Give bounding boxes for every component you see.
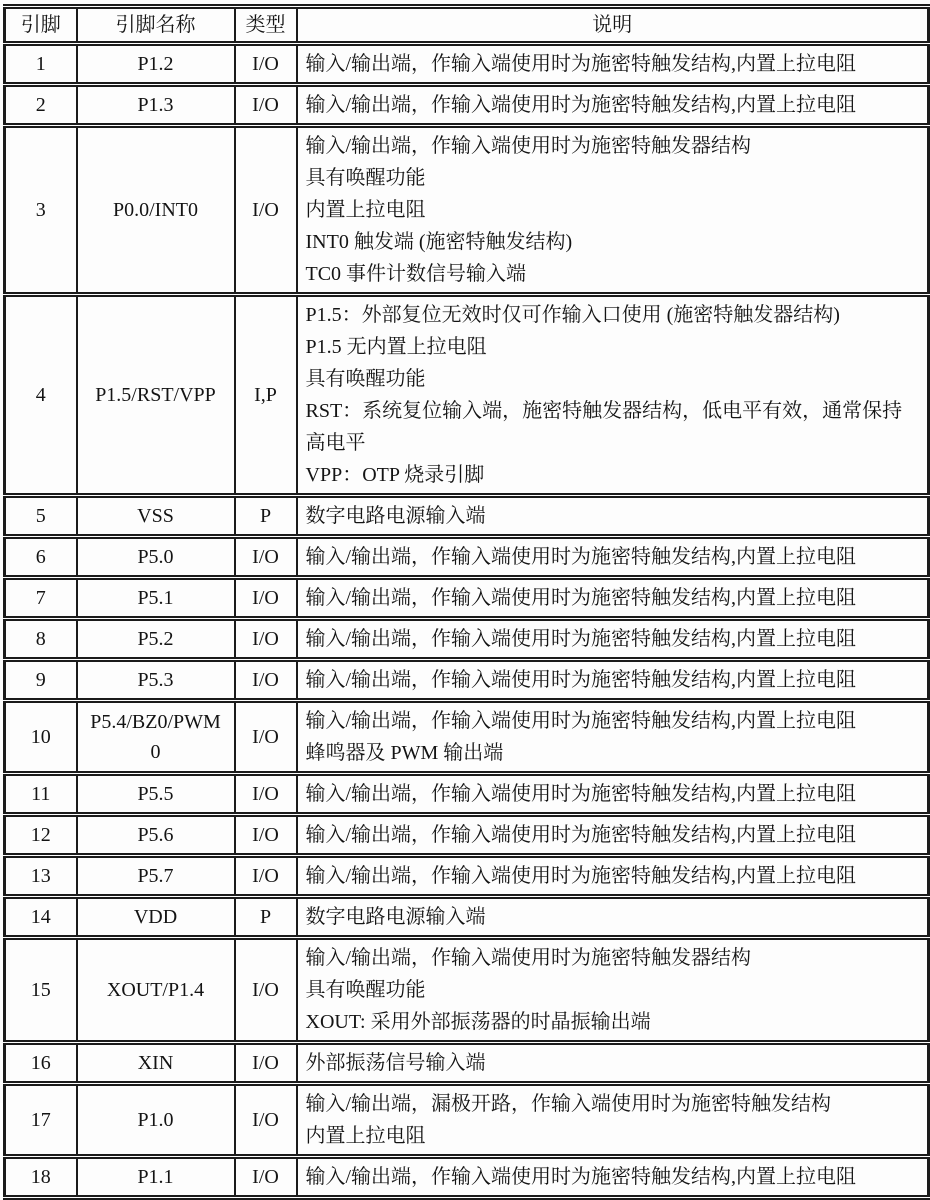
description-line: 输入/输出端，作输入端使用时为施密特触发结构,内置上拉电阻 <box>305 710 857 732</box>
pin-number-cell: 11 <box>5 774 77 815</box>
pin-description-cell <box>297 1084 929 1157</box>
pin-number-cell: 4 <box>5 295 77 496</box>
pin-description-cell <box>297 578 929 619</box>
table-row <box>5 815 929 856</box>
table-row <box>5 578 929 619</box>
pin-name-cell: P1.5/RST/VPP <box>77 295 235 496</box>
pin-type-cell: I/O <box>235 1043 297 1084</box>
pin-type-cell: I/O <box>235 856 297 897</box>
pin-table-body <box>5 44 929 1198</box>
pin-name-cell: P1.3 <box>77 85 235 126</box>
pin-description-cell <box>297 938 929 1043</box>
pin-name-cell: VSS <box>77 496 235 537</box>
description-line: TC0 事件计数信号输入端 <box>305 263 527 285</box>
description-line: 具有唤醒功能 <box>305 167 426 189</box>
pin-description-table <box>3 4 930 1200</box>
pin-name-cell: P5.2 <box>77 619 235 660</box>
description-line: 内置上拉电阻 <box>305 199 426 221</box>
description-line: 输入/输出端，作输入端使用时为施密特触发结构,内置上拉电阻 <box>305 1166 857 1188</box>
table-row <box>5 660 929 701</box>
pin-description-cell <box>297 496 929 537</box>
pin-description-cell <box>297 701 929 774</box>
pin-description-cell <box>297 1157 929 1198</box>
description-line: 输入/输出端，作输入端使用时为施密特触发结构,内置上拉电阻 <box>305 546 857 568</box>
description-line: 输入/输出端，作输入端使用时为施密特触发结构,内置上拉电阻 <box>305 669 857 691</box>
pin-description-cell <box>297 126 929 295</box>
pin-number-cell: 5 <box>5 496 77 537</box>
table-row <box>5 774 929 815</box>
pin-name-cell: P0.0/INT0 <box>77 126 235 295</box>
pin-number-cell: 12 <box>5 815 77 856</box>
pin-type-cell: I/O <box>235 815 297 856</box>
pin-description-cell <box>297 660 929 701</box>
table-row <box>5 897 929 938</box>
pin-number-cell: 1 <box>5 44 77 85</box>
pin-type-cell: I/O <box>235 938 297 1043</box>
description-line: 外部振荡信号输入端 <box>305 1052 486 1074</box>
description-line: 内置上拉电阻 <box>305 1125 426 1147</box>
table-row <box>5 701 929 774</box>
pin-type-cell: I/O <box>235 660 297 701</box>
description-line: 具有唤醒功能 <box>305 979 426 1001</box>
pin-type-cell: I,P <box>235 295 297 496</box>
table-row <box>5 126 929 295</box>
pin-description-cell <box>297 295 929 496</box>
table-row <box>5 295 929 496</box>
description-line: 输入/输出端，作输入端使用时为施密特触发结构,内置上拉电阻 <box>305 865 857 887</box>
description-line: 输入/输出端，漏极开路，作输入端使用时为施密特触发结构 <box>305 1093 832 1115</box>
pin-number-cell: 3 <box>5 126 77 295</box>
pin-type-cell: I/O <box>235 126 297 295</box>
table-row <box>5 619 929 660</box>
pin-description-cell <box>297 537 929 578</box>
description-line: RST：系统复位输入端，施密特触发器结构，低电平有效，通常保持高电平 <box>305 400 903 454</box>
pin-name-cell: P1.0 <box>77 1084 235 1157</box>
pin-name-cell: VDD <box>77 897 235 938</box>
pin-number-cell: 6 <box>5 537 77 578</box>
table-row <box>5 85 929 126</box>
table-row <box>5 1084 929 1157</box>
pin-description-cell <box>297 1043 929 1084</box>
table-row <box>5 938 929 1043</box>
pin-name-cell: P5.0 <box>77 537 235 578</box>
description-line: 输入/输出端，作输入端使用时为施密特触发结构,内置上拉电阻 <box>305 824 857 846</box>
description-line: 数字电路电源输入端 <box>305 505 486 527</box>
column-header-pin: 引脚 <box>5 7 77 44</box>
description-line: 输入/输出端，作输入端使用时为施密特触发结构,内置上拉电阻 <box>305 587 857 609</box>
description-line: 具有唤醒功能 <box>305 368 426 390</box>
pin-number-cell: 8 <box>5 619 77 660</box>
pin-number-cell: 13 <box>5 856 77 897</box>
pin-type-cell: I/O <box>235 774 297 815</box>
pin-description-cell <box>297 856 929 897</box>
table-row <box>5 537 929 578</box>
column-header-name: 引脚名称 <box>77 7 235 44</box>
description-line: 输入/输出端，作输入端使用时为施密特触发器结构 <box>305 947 752 969</box>
pin-number-cell: 14 <box>5 897 77 938</box>
description-line: 输入/输出端，作输入端使用时为施密特触发器结构 <box>305 135 752 157</box>
pin-number-cell: 9 <box>5 660 77 701</box>
table-row <box>5 1157 929 1198</box>
pin-description-cell <box>297 774 929 815</box>
pin-number-cell: 15 <box>5 938 77 1043</box>
pin-type-cell: I/O <box>235 85 297 126</box>
pin-description-cell <box>297 85 929 126</box>
description-line: P1.5 无内置上拉电阻 <box>305 336 487 358</box>
table-row <box>5 856 929 897</box>
table-row <box>5 496 929 537</box>
description-line: INT0 触发端 (施密特触发结构) <box>305 231 573 253</box>
pin-name-cell: P5.1 <box>77 578 235 619</box>
pin-description-cell <box>297 619 929 660</box>
description-line: 数字电路电源输入端 <box>305 906 486 928</box>
description-line: 输入/输出端，作输入端使用时为施密特触发结构,内置上拉电阻 <box>305 783 857 805</box>
description-line: VPP：OTP 烧录引脚 <box>305 464 485 486</box>
pin-type-cell: I/O <box>235 1157 297 1198</box>
pin-name-cell: P5.4/BZ0/PWM0 <box>77 701 235 774</box>
pin-description-cell <box>297 815 929 856</box>
pin-name-cell: P5.5 <box>77 774 235 815</box>
table-row <box>5 1043 929 1084</box>
pin-number-cell: 16 <box>5 1043 77 1084</box>
pin-type-cell: I/O <box>235 1084 297 1157</box>
pin-type-cell: P <box>235 496 297 537</box>
description-line: 输入/输出端，作输入端使用时为施密特触发结构,内置上拉电阻 <box>305 94 857 116</box>
pin-name-cell: XOUT/P1.4 <box>77 938 235 1043</box>
description-line: XOUT: 采用外部振荡器的时晶振输出端 <box>305 1011 651 1033</box>
pin-name-cell: P5.7 <box>77 856 235 897</box>
pin-type-cell: P <box>235 897 297 938</box>
pin-number-cell: 10 <box>5 701 77 774</box>
pin-type-cell: I/O <box>235 44 297 85</box>
description-line: 蜂鸣器及 PWM 输出端 <box>305 742 504 764</box>
pin-name-cell: XIN <box>77 1043 235 1084</box>
pin-type-cell: I/O <box>235 619 297 660</box>
pin-number-cell: 2 <box>5 85 77 126</box>
header-row <box>5 7 929 44</box>
pin-name-cell: P5.3 <box>77 660 235 701</box>
pin-number-cell: 18 <box>5 1157 77 1198</box>
pin-description-cell <box>297 897 929 938</box>
column-header-desc: 说明 <box>297 7 929 44</box>
pin-number-cell: 7 <box>5 578 77 619</box>
description-line: 输入/输出端，作输入端使用时为施密特触发结构,内置上拉电阻 <box>305 628 857 650</box>
description-line: P1.5：外部复位无效时仅可作输入口使用 (施密特触发器结构) <box>305 304 840 326</box>
column-header-type: 类型 <box>235 7 297 44</box>
pin-name-cell: P5.6 <box>77 815 235 856</box>
pin-type-cell: I/O <box>235 578 297 619</box>
pin-type-cell: I/O <box>235 701 297 774</box>
table-row <box>5 44 929 85</box>
pin-type-cell: I/O <box>235 537 297 578</box>
pin-description-cell <box>297 44 929 85</box>
pin-name-cell: P1.2 <box>77 44 235 85</box>
pin-number-cell: 17 <box>5 1084 77 1157</box>
pin-name-cell: P1.1 <box>77 1157 235 1198</box>
description-line: 输入/输出端，作输入端使用时为施密特触发结构,内置上拉电阻 <box>305 53 857 75</box>
